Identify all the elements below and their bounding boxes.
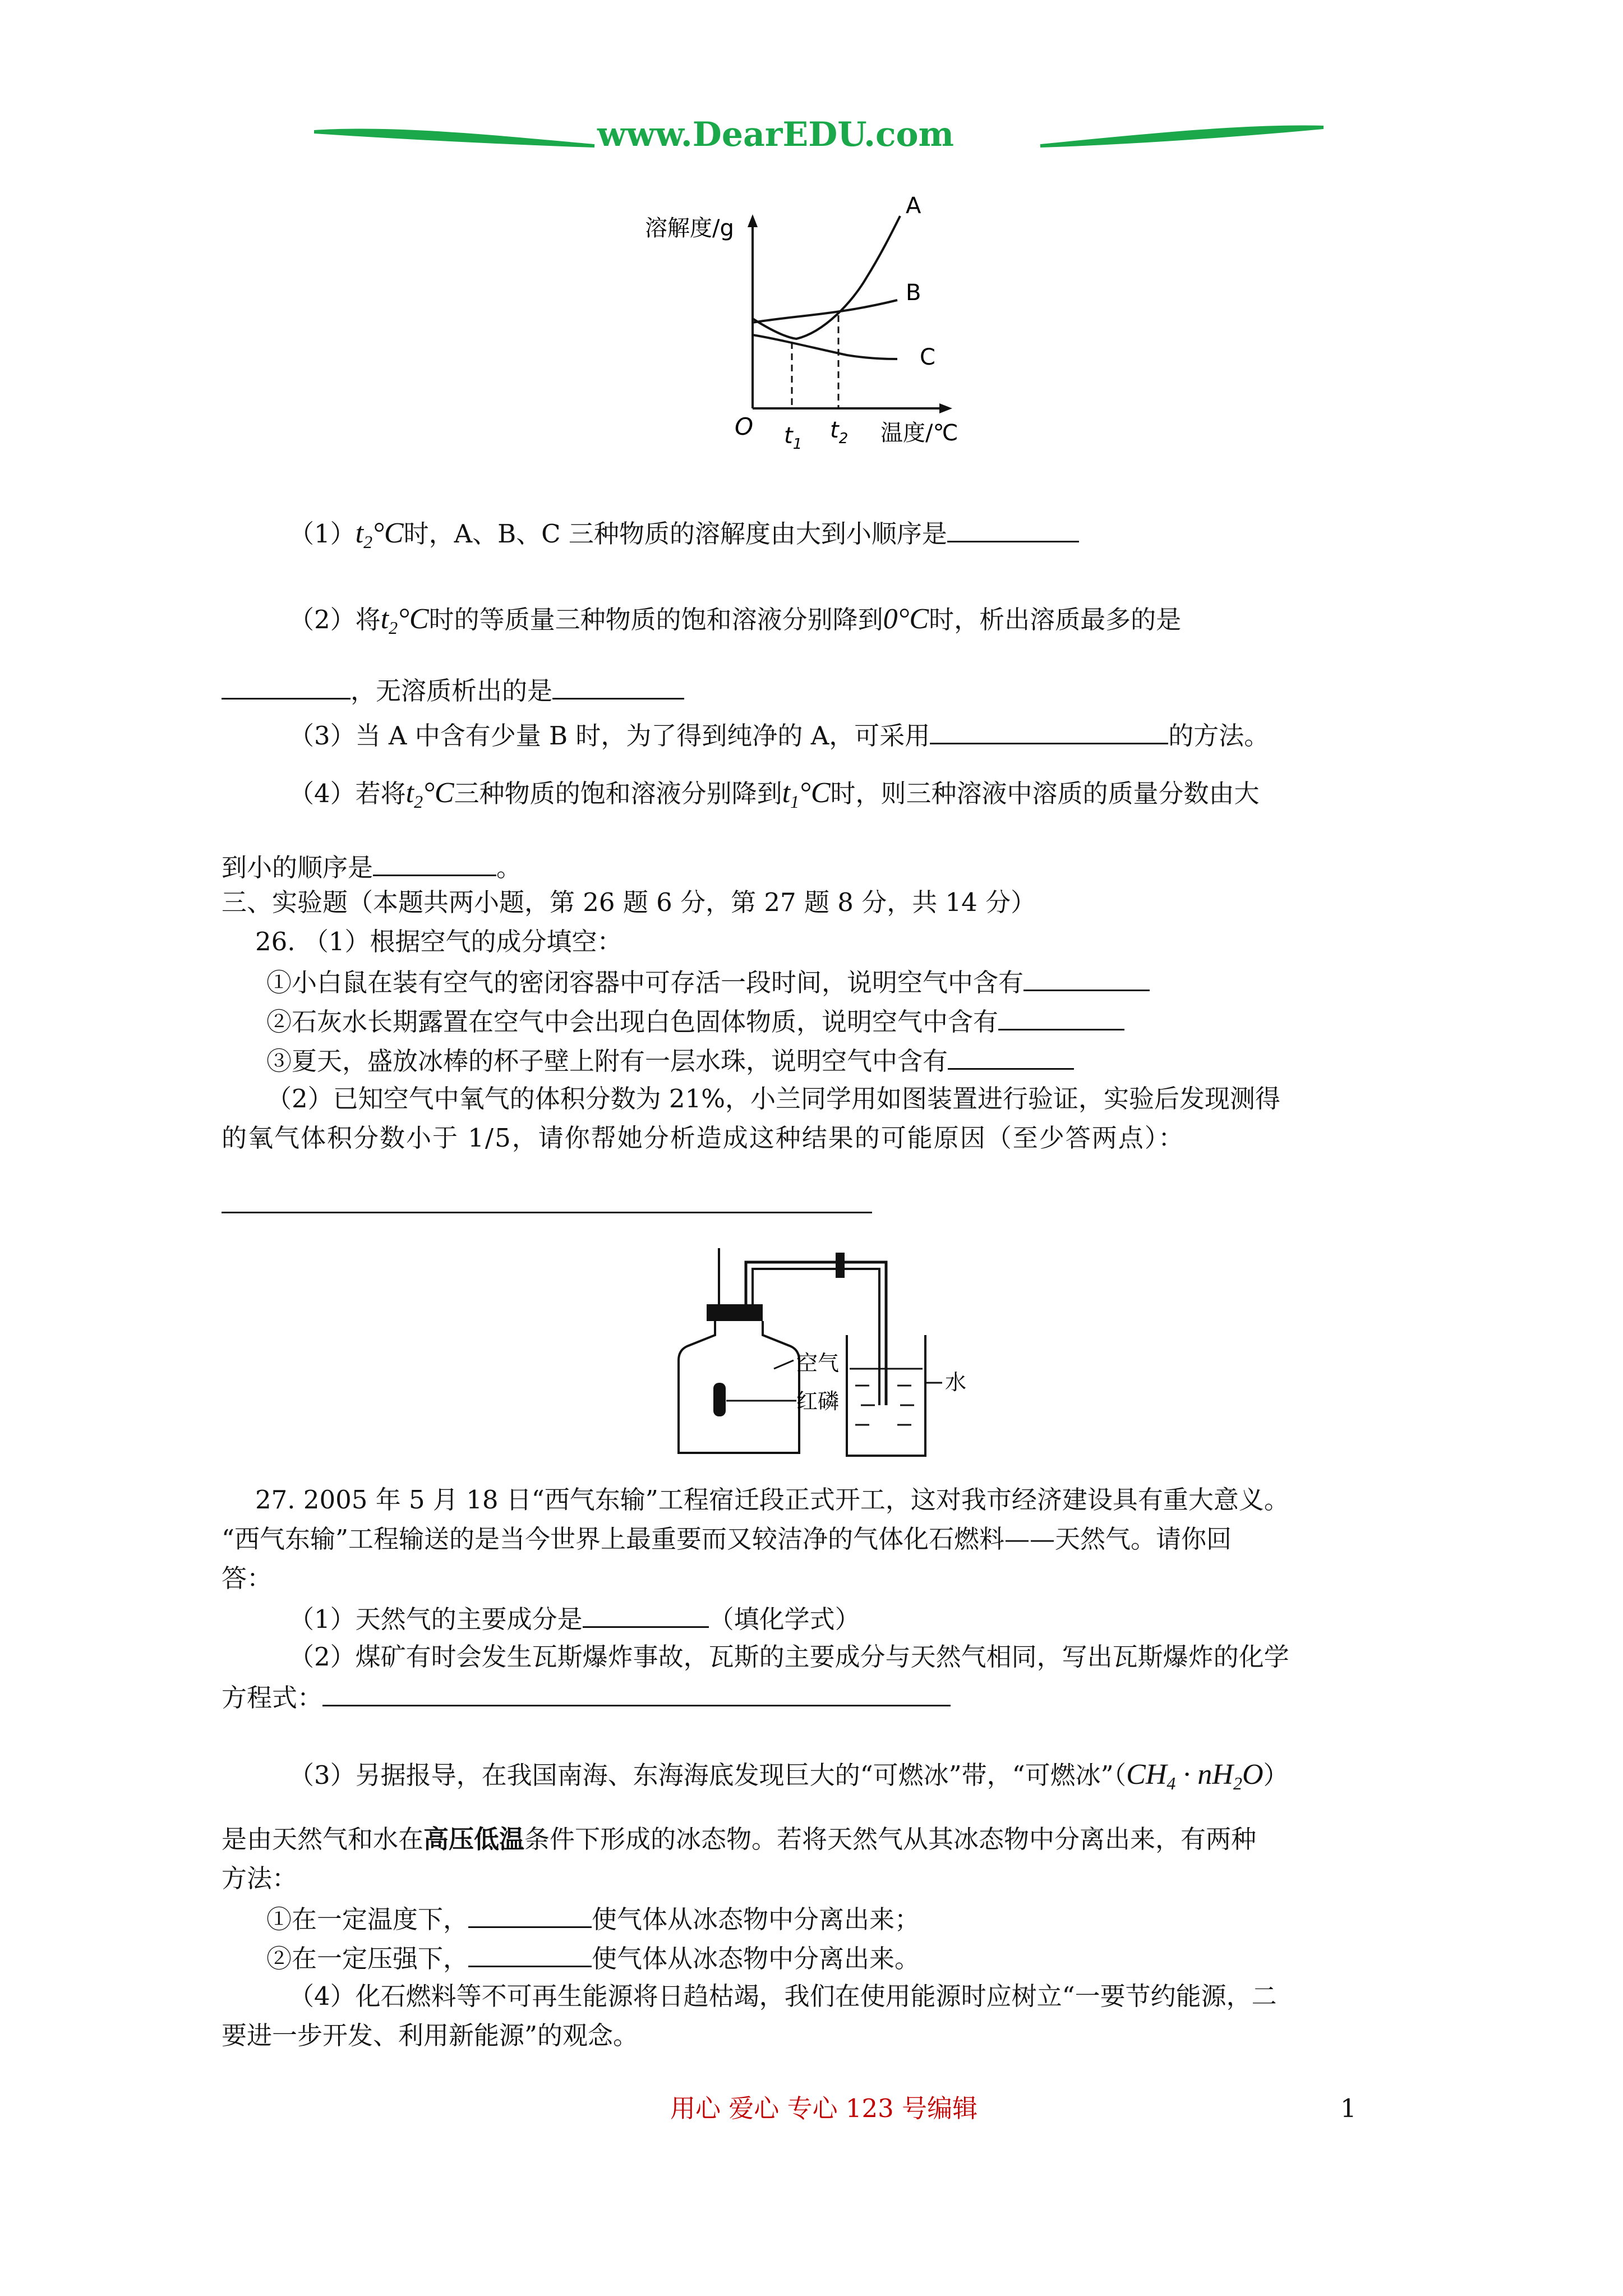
chemical-formula: $CH_4 \cdot nH_2O$ [1126,1759,1264,1793]
answer-blank[interactable] [468,1941,592,1967]
q27-part3-cont: 是由天然气和水在高压低温条件下形成的冰态物。若将天然气从其冰态物中分离出来，有两种 [222,1824,1257,1854]
stopper [707,1304,763,1321]
series-C-label: C [920,344,935,370]
q27-part3: （3）另据报导，在我国南海、东海海底发现巨大的“可燃冰”带，“可燃冰$”(CH_4 \cdot nH_2O)$ [289,1759,1289,1793]
q27-method1: ①在一定温度下， 使气体从冰态物中分离出来； [266,1902,920,1936]
q27-part2: （2）煤矿有时会发生瓦斯爆炸事故，瓦斯的主要成分与天然气相同，写出瓦斯爆炸的化学 [289,1642,1289,1672]
q25-part2-cont: ，无溶质析出的是 [222,673,684,707]
origin-label: O [735,413,754,440]
q27-method2: ②在一定压强下， 使气体从冰态物中分离出来。 [266,1941,920,1975]
q27-part4-cont: 要进一步开发、利用新能源”的观念。 [222,2021,639,2050]
q25-part2: （2）将$t_2^\circ C$时的等质量三种物质的饱和溶液分别降到0°C时，析出溶质最多的是 [289,603,1182,638]
answer-blank[interactable] [947,516,1079,542]
zero-celsius: 0°C [883,603,929,635]
page-number: 1 [1340,2093,1357,2123]
q26-item2: ②石灰水长期露置在空气中会出现白色固体物质，说明空气中含有 [266,1004,1124,1038]
solubility-chart [628,185,1009,466]
t2-celsius: $t_2^\circ C$ [405,777,454,812]
q27-part1: （1）天然气的主要成分是 （填化学式） [289,1602,860,1636]
label-air: 空气 [796,1351,840,1375]
red-phosphorus [713,1383,726,1416]
q27-part2-cont: 方程式： [222,1680,951,1714]
x-axis-arrow [939,403,952,413]
q27-part3-cont2: 方法： [222,1864,298,1893]
apparatus-diagram [662,1243,998,1461]
q25-part3: （3）当 A 中含有少量 B 时，为了得到纯净的 A，可采用 的方法。 [289,718,1269,752]
answer-blank[interactable] [1023,965,1150,991]
t2-celsius: $t_2^\circ C$ [355,517,404,552]
series-B-curve [753,300,897,323]
q27-line2: “西气东输”工程输送的是当今世界上最重要而又较洁净的气体化石燃料——天然气。请你回 [222,1524,1232,1554]
section3-title: 三、实验题（本题共两小题，第 26 题 6 分，第 27 题 8 分，共 14 分） [222,887,1036,917]
y-axis-label: 溶解度/g [645,215,734,241]
q27-line3: 答： [222,1563,273,1593]
q26-item1: ①小白鼠在装有空气的密闭容器中可存活一段时间，说明空气中含有 [266,965,1150,999]
footer-text: 用心 爱心 专心 123 号编辑 [670,2093,978,2123]
q25-part4: （4）若将$t_2^\circ C$三种物质的饱和溶液分别降到$t_1^\circ C$时，则三种溶液中溶质的质量分数由大 [289,777,1260,812]
x-axis-label: 温度/℃ [880,420,958,446]
q27-line1: 27. 2005 年 5 月 18 日“西气东输”工程宿迁段正式开工，这对我市经济建设具有重大意义。 [255,1485,1289,1515]
answer-blank[interactable] [930,718,1168,744]
label-water: 水 [945,1370,967,1395]
answer-line-long[interactable] [222,1212,872,1213]
series-A-label: A [906,193,921,219]
q25-part4-cont: 到小的顺序是 。 [222,850,522,884]
y-axis-arrow [748,214,758,227]
q25-part1: $(1)t_2^\circ C$时，A、B、C 三种物质的溶解度由大到小顺序是 [289,516,1079,558]
q26-part1: 26. （1）根据空气的成分填空： [255,927,623,956]
bottle [679,1321,799,1453]
left-swoosh [314,130,594,146]
answer-blank[interactable] [322,1680,951,1706]
series-C-curve [753,335,897,359]
tick-label-t2: $t_2$ [830,417,849,447]
q26-part2-line2: 的氧气体积分数小于 1/5，请你帮她分析造成这种结果的可能原因（至少答两点）： [222,1123,1185,1153]
answer-blank[interactable] [998,1004,1124,1030]
answer-blank[interactable] [373,850,496,876]
site-title: www.DearEDU.com [597,115,955,154]
answer-blank[interactable] [222,673,351,700]
t2-celsius: $t_2^\circ C$ [380,603,429,638]
answer-blank[interactable] [552,673,684,700]
q26-item3: ③夏天，盛放冰棒的杯子壁上附有一层水珠，说明空气中含有 [266,1043,1074,1078]
right-swoosh [1040,127,1324,146]
q27-part4: （4）化石燃料等不可再生能源将日趋枯竭，我们在使用能源时应树立“一要节约能源，二 [289,1981,1277,2011]
answer-blank[interactable] [468,1902,592,1928]
tick-label-t1: $t_1$ [784,423,803,453]
label-phosphorus: 红磷 [796,1389,840,1414]
answer-blank[interactable] [948,1043,1074,1070]
q26-part2-line1: （2）已知空气中氧气的体积分数为 21%，小兰同学用如图装置进行验证，实验后发现测得 [266,1084,1280,1114]
clamp [836,1253,845,1278]
answer-blank[interactable] [583,1602,709,1628]
t1-celsius: $t_1^\circ C$ [782,777,831,812]
series-B-label: B [906,280,921,306]
header-banner [314,115,1324,160]
